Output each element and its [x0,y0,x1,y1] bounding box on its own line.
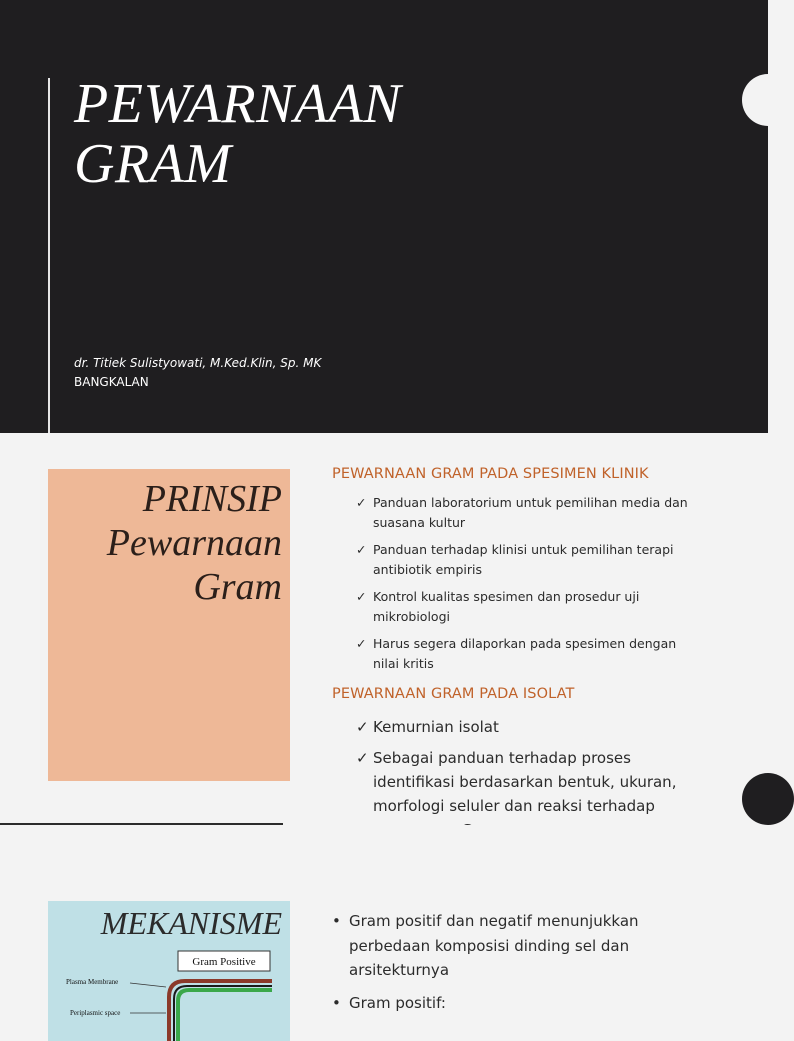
checkmark-icon: ✓ [356,636,367,651]
mekanisme-bullet-list [332,909,662,1023]
diagram-inner-layer [178,990,272,1041]
list-item [356,493,696,533]
checkmark-icon: ✓ [356,542,367,557]
list-item-text: Gram positif dan negatif menunjukkan perbedaan komposisi dinding sel dan arsitekturnya [349,912,639,979]
list-item [332,991,662,1016]
mekanisme-slide [0,825,768,1024]
prinsip-title-box [48,469,290,781]
list-item [356,587,696,627]
bullet-icon: • [332,993,341,1012]
slide-nav-tab[interactable] [742,773,794,825]
slide-nav-tab[interactable] [742,74,794,126]
list-item [332,909,662,983]
section-heading-spesimen: PEWARNAAN GRAM PADA SPESIMEN KLINIK [332,466,649,482]
section-heading-isolat: PEWARNAAN GRAM PADA ISOLAT [332,686,575,702]
list-item-text: Panduan laboratorium untuk pemilihan media dan suasana kultur [373,495,688,530]
title-divider-line [48,78,50,433]
prinsip-box-title [107,477,282,609]
diagram-label-plasma-membrane: Plasma Membrane [66,978,119,986]
prinsip-box-title-line2: Pewarnaan [106,522,282,564]
list-item [356,715,716,739]
bullet-icon: • [332,912,341,930]
list-item-text: Panduan terhadap klinisi untuk pemilihan terapi antibiotik empiris [373,542,674,577]
prinsip-box-title-line1: PRINSIP [142,478,282,520]
list-item [356,540,696,580]
slide-title-line1: PEWARNAAN [74,73,402,135]
list-item-text: Kontrol kualitas spesimen dan prosedur uji mikrobiologi [373,589,640,624]
mekanisme-box-title: MEKANISME [100,905,282,941]
mekanisme-title-box [48,901,290,1041]
checkmark-icon: ✓ [356,718,369,736]
slide-title-line2: GRAM [74,133,232,195]
slide-subtitle [74,354,321,392]
list-item-text: Harus segera dilaporkan pada spesimen dengan nilai kritis [373,636,677,671]
list-item-text: Gram positif: [349,993,446,1012]
checkmark-icon: ✓ [356,749,369,767]
checkmark-icon: ✓ [356,495,367,510]
diagram-label-gram-positive: Gram Positive [192,956,256,968]
list-item-text: Sebagai panduan terhadap proses identifikasi berdasarkan bentuk, ukuran, morfologi seluler dan reaksi terhadap [373,749,677,815]
author-location: BANGKALAN [74,375,149,389]
title-slide [0,0,768,433]
diagram-membrane-line [174,986,272,1041]
diagram-label-periplasmic-space: Periplasmic space [70,1009,121,1017]
prinsip-slide [0,433,768,825]
spesimen-list [356,493,696,681]
checkmark-icon: ✓ [356,589,367,604]
prinsip-box-title-line3: Gram [193,566,282,608]
list-item [356,634,696,674]
list-item-text: Kemurnian isolat [373,718,499,736]
diagram-leader-line [130,983,166,987]
author-name: dr. Titiek Sulistyowati, M.Ked.Klin, Sp. MK [74,356,322,370]
slide-title [74,74,494,194]
